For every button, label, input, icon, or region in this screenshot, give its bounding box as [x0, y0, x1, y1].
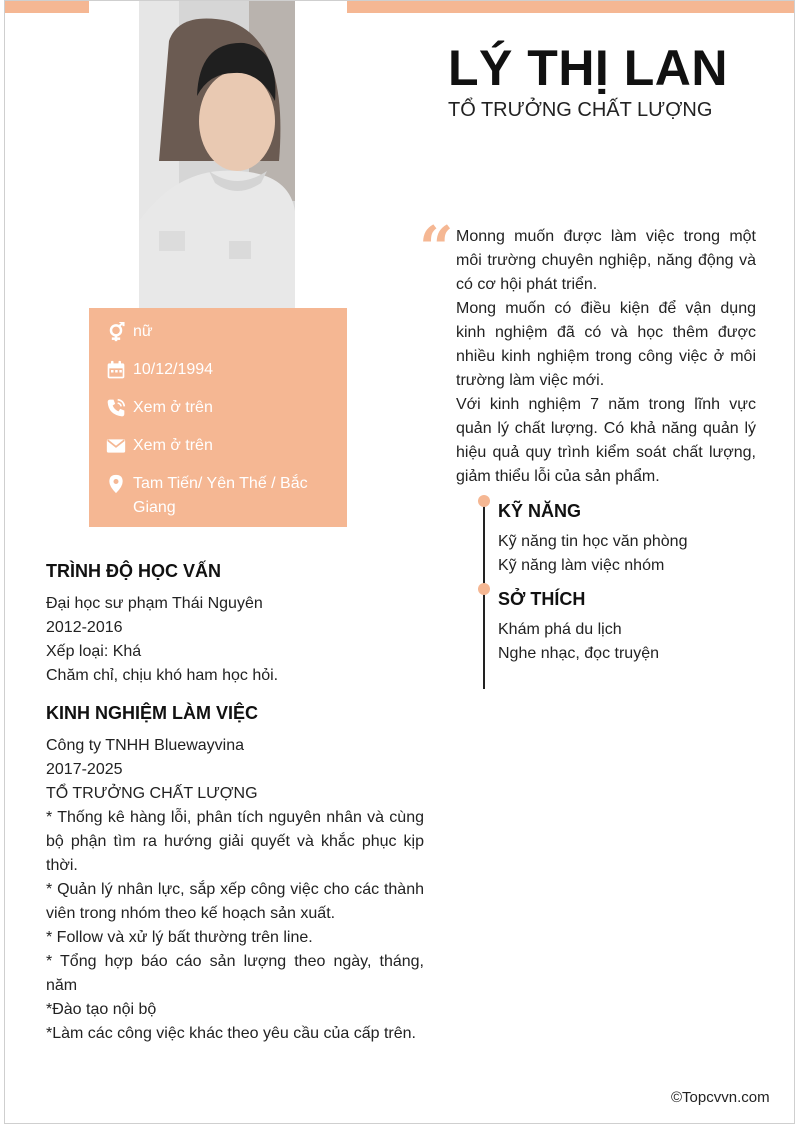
personal-info-box — [89, 308, 347, 527]
experience-line: *Đào tạo nội bộ — [46, 1001, 157, 1018]
education-heading: TRÌNH ĐỘ HỌC VẤN — [46, 561, 221, 581]
info-phone — [105, 396, 333, 420]
objective-paragraph: Với kinh nghiệm 7 năm trong lĩnh vực quản lý chất lượng. Có khả năng quản lý hiệu quả quy trình kiểm soát chất lượng, giảm thiểu lỗi của sản phẩm. — [456, 396, 756, 485]
experience-heading: KINH NGHIỆM LÀM VIỆC — [46, 703, 259, 723]
hobbies-heading: SỞ THÍCH — [498, 589, 586, 609]
timeline-dot — [478, 583, 490, 595]
education-line: Xếp loại: Khá — [46, 643, 142, 660]
accent-bar-right — [347, 1, 795, 13]
cv-page — [4, 0, 795, 1124]
experience-line: * Thống kê hàng lỗi, phân tích nguyên nhân và cùng bộ phận tìm ra hướng giải quyết và khắc phục kịp thời. — [46, 809, 424, 874]
hobbies-section — [498, 586, 778, 666]
info-address — [105, 472, 333, 520]
birthdate-value: 10/12/1994 — [133, 361, 214, 378]
experience-line: * Tổng hợp báo cáo sản lượng theo ngày, tháng, năm — [46, 953, 424, 994]
objective-paragraph: Mong muốn có điều kiện để vận dụng kinh nghiệm đã có và học thêm được nhiều kinh nghiệm trong công việc ở môi trường làm việc mới. — [456, 300, 756, 389]
experience-line: * Follow và xử lý bất thường trên line. — [46, 929, 313, 946]
email-icon — [105, 434, 127, 458]
gender-value: nữ — [133, 323, 153, 340]
hobby-item: Khám phá du lịch — [498, 621, 622, 638]
phone-icon — [105, 396, 127, 420]
candidate-title: TỔ TRƯỞNG CHẤT LƯỢNG — [448, 99, 713, 121]
calendar-icon — [105, 358, 127, 382]
skills-heading: KỸ NĂNG — [498, 501, 582, 521]
quote-icon: “ — [419, 214, 454, 284]
gender-icon — [105, 320, 127, 344]
location-icon — [105, 472, 127, 496]
education-line: 2012-2016 — [46, 619, 123, 636]
experience-line: Công ty TNHH Bluewayvina — [46, 737, 245, 754]
timeline-dot — [478, 495, 490, 507]
timeline-line — [483, 501, 485, 689]
education-line: Chăm chỉ, chịu khó ham học hỏi. — [46, 667, 279, 684]
skills-section — [498, 498, 778, 578]
experience-line: *Làm các công việc khác theo yêu cầu của cấp trên. — [46, 1025, 416, 1042]
profile-photo — [139, 1, 295, 309]
phone-value: Xem ở trên — [133, 399, 213, 416]
address-value: Tam Tiến/ Yên Thế / Bắc Giang — [133, 475, 308, 516]
education-section — [46, 558, 424, 688]
skill-item: Kỹ năng làm việc nhóm — [498, 557, 665, 574]
experience-line: 2017-2025 — [46, 761, 123, 778]
candidate-name: LÝ THỊ LAN — [448, 40, 728, 96]
info-birthdate — [105, 358, 333, 382]
profile-photo-drawing — [139, 1, 295, 309]
experience-line: TỔ TRƯỞNG CHẤT LƯỢNG — [46, 785, 258, 802]
footer-credit: ©Topcvvn.com — [671, 1089, 770, 1106]
info-email — [105, 434, 333, 458]
info-gender — [105, 320, 333, 344]
accent-bar-left — [5, 1, 89, 13]
education-line: Đại học sư phạm Thái Nguyên — [46, 595, 263, 612]
experience-line: * Quản lý nhân lực, sắp xếp công việc cho các thành viên trong nhóm theo kế hoạch sản xuất. — [46, 881, 424, 922]
skill-item: Kỹ năng tin học văn phòng — [498, 533, 688, 550]
experience-section — [46, 700, 424, 1046]
objective-paragraph: Monng muốn được làm việc trong một môi trường chuyên nghiệp, năng động và có cơ hội phát triển. — [456, 228, 756, 293]
email-value: Xem ở trên — [133, 437, 213, 454]
hobby-item: Nghe nhạc, đọc truyện — [498, 645, 659, 662]
career-objective — [456, 225, 756, 489]
